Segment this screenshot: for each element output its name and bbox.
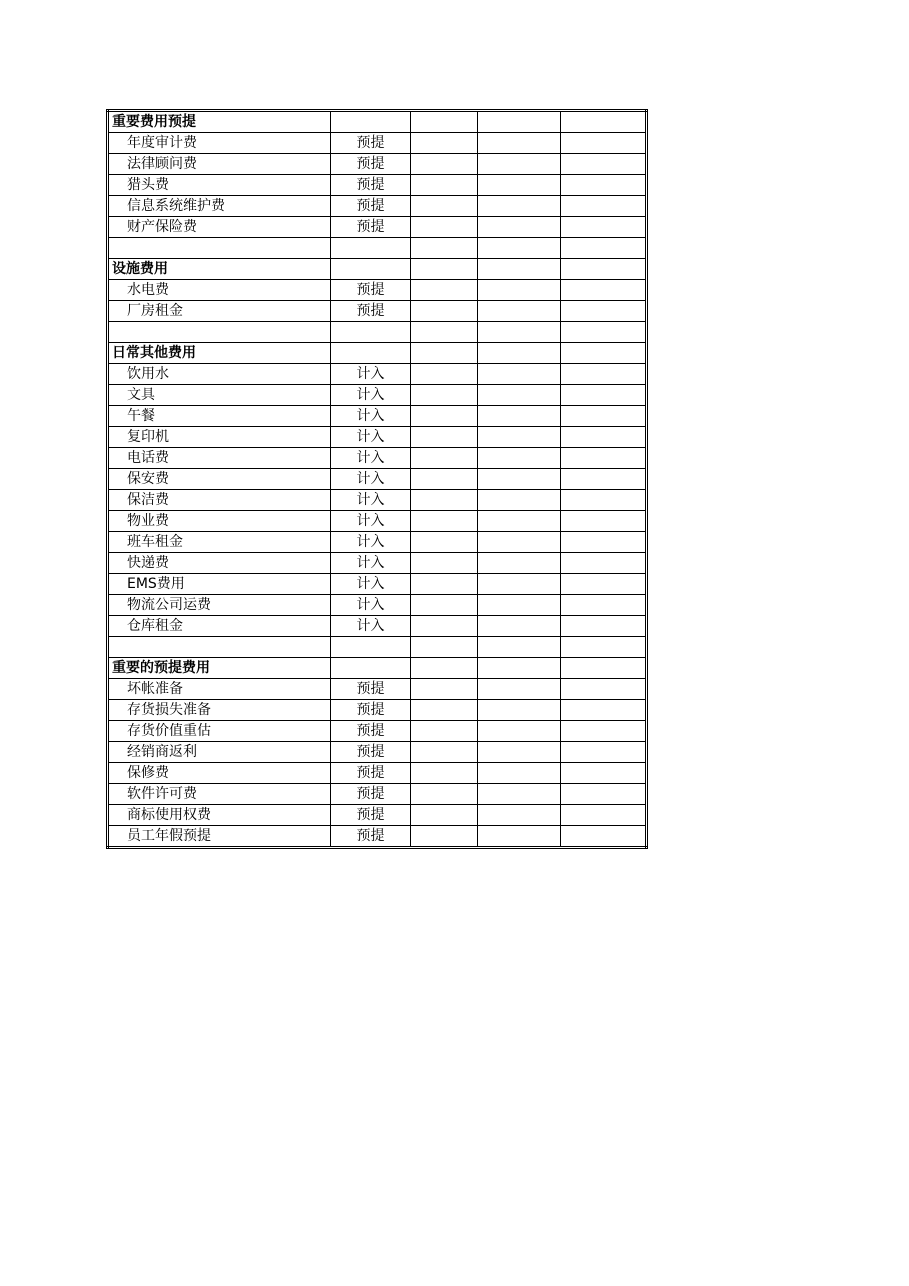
empty-cell[interactable] bbox=[411, 805, 478, 826]
empty-cell[interactable] bbox=[411, 658, 478, 679]
expense-name-cell[interactable]: 复印机 bbox=[108, 427, 331, 448]
accrual-method-cell[interactable]: 计入 bbox=[331, 511, 411, 532]
empty-cell[interactable] bbox=[331, 238, 411, 259]
table-row bbox=[108, 700, 647, 721]
empty-cell[interactable] bbox=[411, 784, 478, 805]
empty-cell[interactable] bbox=[411, 175, 478, 196]
empty-cell[interactable] bbox=[561, 658, 647, 679]
empty-cell[interactable] bbox=[478, 469, 561, 490]
empty-cell[interactable] bbox=[561, 217, 647, 238]
empty-cell[interactable] bbox=[411, 679, 478, 700]
empty-cell[interactable] bbox=[411, 364, 478, 385]
empty-cell[interactable] bbox=[478, 616, 561, 637]
expense-name-cell[interactable]: 坏帐准备 bbox=[108, 679, 331, 700]
accrual-method-cell[interactable]: 预提 bbox=[331, 742, 411, 763]
empty-cell[interactable] bbox=[478, 700, 561, 721]
accrual-method-cell[interactable]: 预提 bbox=[331, 700, 411, 721]
expense-name-cell[interactable]: 法律顾问费 bbox=[108, 154, 331, 175]
expense-name-cell[interactable]: 水电费 bbox=[108, 280, 331, 301]
empty-cell[interactable] bbox=[478, 406, 561, 427]
empty-cell[interactable] bbox=[478, 217, 561, 238]
empty-cell[interactable] bbox=[411, 469, 478, 490]
expense-name-cell[interactable]: 厂房租金 bbox=[108, 301, 331, 322]
empty-cell[interactable] bbox=[478, 301, 561, 322]
empty-cell[interactable] bbox=[478, 364, 561, 385]
empty-cell[interactable] bbox=[561, 511, 647, 532]
empty-cell[interactable] bbox=[561, 175, 647, 196]
accrual-method-cell[interactable]: 计入 bbox=[331, 490, 411, 511]
empty-cell[interactable] bbox=[561, 679, 647, 700]
empty-cell[interactable] bbox=[411, 490, 478, 511]
empty-cell[interactable] bbox=[411, 217, 478, 238]
empty-cell[interactable] bbox=[478, 154, 561, 175]
empty-cell[interactable] bbox=[411, 196, 478, 217]
expense-name-cell[interactable]: 物业费 bbox=[108, 511, 331, 532]
empty-cell[interactable] bbox=[561, 616, 647, 637]
empty-cell[interactable] bbox=[331, 637, 411, 658]
expense-name-cell[interactable]: 软件许可费 bbox=[108, 784, 331, 805]
empty-cell[interactable] bbox=[108, 637, 331, 658]
expense-name-cell[interactable]: 信息系统维护费 bbox=[108, 196, 331, 217]
accrual-method-cell[interactable]: 计入 bbox=[331, 385, 411, 406]
empty-cell[interactable] bbox=[478, 175, 561, 196]
accrual-method-cell[interactable]: 预提 bbox=[331, 301, 411, 322]
accrual-method-cell[interactable]: 计入 bbox=[331, 364, 411, 385]
expense-name-cell[interactable]: EMS费用 bbox=[108, 574, 331, 595]
empty-cell[interactable] bbox=[561, 448, 647, 469]
empty-cell[interactable] bbox=[411, 133, 478, 154]
empty-cell[interactable] bbox=[561, 322, 647, 343]
accrual-method-cell[interactable]: 预提 bbox=[331, 175, 411, 196]
accrual-method-cell[interactable]: 预提 bbox=[331, 784, 411, 805]
blank-row bbox=[108, 322, 647, 343]
empty-cell[interactable] bbox=[561, 259, 647, 280]
accrual-method-cell[interactable]: 预提 bbox=[331, 280, 411, 301]
table-row bbox=[108, 805, 647, 826]
empty-cell[interactable] bbox=[331, 658, 411, 679]
empty-cell[interactable] bbox=[478, 385, 561, 406]
table-row bbox=[108, 616, 647, 637]
empty-cell[interactable] bbox=[478, 763, 561, 784]
accrual-method-cell[interactable]: 计入 bbox=[331, 574, 411, 595]
section-header-row bbox=[108, 259, 647, 280]
empty-cell[interactable] bbox=[561, 280, 647, 301]
accrual-method-cell[interactable]: 计入 bbox=[331, 469, 411, 490]
table-row bbox=[108, 595, 647, 616]
blank-row bbox=[108, 637, 647, 658]
accrual-method-cell[interactable]: 计入 bbox=[331, 553, 411, 574]
expense-name-cell[interactable]: 班车租金 bbox=[108, 532, 331, 553]
accrual-method-cell[interactable]: 计入 bbox=[331, 427, 411, 448]
empty-cell[interactable] bbox=[411, 637, 478, 658]
empty-cell[interactable] bbox=[108, 322, 331, 343]
empty-cell[interactable] bbox=[411, 826, 478, 848]
empty-cell[interactable] bbox=[411, 238, 478, 259]
empty-cell[interactable] bbox=[478, 196, 561, 217]
accrual-method-cell[interactable]: 预提 bbox=[331, 721, 411, 742]
empty-cell[interactable] bbox=[561, 133, 647, 154]
blank-row bbox=[108, 238, 647, 259]
empty-cell[interactable] bbox=[478, 721, 561, 742]
empty-cell[interactable] bbox=[561, 196, 647, 217]
table-row bbox=[108, 406, 647, 427]
empty-cell[interactable] bbox=[561, 700, 647, 721]
empty-cell[interactable] bbox=[411, 511, 478, 532]
empty-cell[interactable] bbox=[331, 322, 411, 343]
empty-cell[interactable] bbox=[478, 343, 561, 364]
empty-cell[interactable] bbox=[478, 805, 561, 826]
table-row bbox=[108, 469, 647, 490]
empty-cell[interactable] bbox=[411, 763, 478, 784]
empty-cell[interactable] bbox=[561, 574, 647, 595]
empty-cell[interactable] bbox=[478, 532, 561, 553]
table-row bbox=[108, 511, 647, 532]
empty-cell[interactable] bbox=[411, 280, 478, 301]
table-row bbox=[108, 280, 647, 301]
empty-cell[interactable] bbox=[411, 616, 478, 637]
empty-cell[interactable] bbox=[411, 427, 478, 448]
empty-cell[interactable] bbox=[478, 595, 561, 616]
empty-cell[interactable] bbox=[561, 469, 647, 490]
empty-cell[interactable] bbox=[561, 784, 647, 805]
empty-cell[interactable] bbox=[108, 238, 331, 259]
section-title[interactable]: 重要的预提费用 bbox=[108, 658, 331, 679]
sheet-body bbox=[108, 111, 647, 848]
expense-name-cell[interactable]: 保洁费 bbox=[108, 490, 331, 511]
expense-name-cell[interactable]: 仓库租金 bbox=[108, 616, 331, 637]
table-row bbox=[108, 721, 647, 742]
empty-cell[interactable] bbox=[478, 679, 561, 700]
empty-cell[interactable] bbox=[561, 553, 647, 574]
empty-cell[interactable] bbox=[561, 111, 647, 133]
empty-cell[interactable] bbox=[478, 280, 561, 301]
empty-cell[interactable] bbox=[411, 343, 478, 364]
empty-cell[interactable] bbox=[478, 238, 561, 259]
accrual-method-cell[interactable]: 预提 bbox=[331, 826, 411, 848]
empty-cell[interactable] bbox=[411, 301, 478, 322]
accrual-method-cell[interactable]: 计入 bbox=[331, 595, 411, 616]
table-row bbox=[108, 490, 647, 511]
accrual-method-cell[interactable]: 预提 bbox=[331, 805, 411, 826]
empty-cell[interactable] bbox=[561, 427, 647, 448]
accrual-method-cell[interactable]: 预提 bbox=[331, 196, 411, 217]
section-title[interactable]: 日常其他费用 bbox=[108, 343, 331, 364]
empty-cell[interactable] bbox=[411, 111, 478, 133]
table-row bbox=[108, 196, 647, 217]
table-row bbox=[108, 427, 647, 448]
expense-name-cell[interactable]: 员工年假预提 bbox=[108, 826, 331, 848]
empty-cell[interactable] bbox=[561, 721, 647, 742]
empty-cell[interactable] bbox=[478, 553, 561, 574]
empty-cell[interactable] bbox=[478, 133, 561, 154]
expense-name-cell[interactable]: 文具 bbox=[108, 385, 331, 406]
empty-cell[interactable] bbox=[411, 448, 478, 469]
empty-cell[interactable] bbox=[561, 595, 647, 616]
expense-name-cell[interactable]: 年度审计费 bbox=[108, 133, 331, 154]
expense-name-cell[interactable]: 财产保险费 bbox=[108, 217, 331, 238]
empty-cell[interactable] bbox=[478, 574, 561, 595]
empty-cell[interactable] bbox=[411, 322, 478, 343]
expense-name-cell[interactable]: 存货价值重估 bbox=[108, 721, 331, 742]
empty-cell[interactable] bbox=[478, 259, 561, 280]
empty-cell[interactable] bbox=[561, 364, 647, 385]
empty-cell[interactable] bbox=[411, 742, 478, 763]
empty-cell[interactable] bbox=[411, 595, 478, 616]
accrual-method-cell[interactable]: 预提 bbox=[331, 679, 411, 700]
empty-cell[interactable] bbox=[561, 826, 647, 848]
expense-name-cell[interactable]: 饮用水 bbox=[108, 364, 331, 385]
expense-name-cell[interactable]: 快递费 bbox=[108, 553, 331, 574]
table-row bbox=[108, 175, 647, 196]
empty-cell[interactable] bbox=[331, 259, 411, 280]
empty-cell[interactable] bbox=[478, 784, 561, 805]
table-row bbox=[108, 364, 647, 385]
empty-cell[interactable] bbox=[561, 154, 647, 175]
table-row bbox=[108, 742, 647, 763]
accrual-method-cell[interactable]: 计入 bbox=[331, 406, 411, 427]
empty-cell[interactable] bbox=[561, 532, 647, 553]
empty-cell[interactable] bbox=[411, 385, 478, 406]
empty-cell[interactable] bbox=[561, 406, 647, 427]
accrual-method-cell[interactable]: 计入 bbox=[331, 616, 411, 637]
accrual-method-cell[interactable]: 预提 bbox=[331, 154, 411, 175]
accrual-method-cell[interactable]: 预提 bbox=[331, 133, 411, 154]
empty-cell[interactable] bbox=[411, 553, 478, 574]
empty-cell[interactable] bbox=[478, 742, 561, 763]
table-row bbox=[108, 301, 647, 322]
expense-name-cell[interactable]: 经销商返利 bbox=[108, 742, 331, 763]
empty-cell[interactable] bbox=[478, 448, 561, 469]
expense-name-cell[interactable]: 保修费 bbox=[108, 763, 331, 784]
table-row bbox=[108, 154, 647, 175]
section-header-row bbox=[108, 111, 647, 133]
empty-cell[interactable] bbox=[478, 826, 561, 848]
table-row bbox=[108, 784, 647, 805]
table-row bbox=[108, 217, 647, 238]
table-row bbox=[108, 553, 647, 574]
accrual-method-cell[interactable]: 计入 bbox=[331, 532, 411, 553]
expense-name-cell[interactable]: 猎头费 bbox=[108, 175, 331, 196]
section-header-row bbox=[108, 343, 647, 364]
expense-name-cell[interactable]: 物流公司运费 bbox=[108, 595, 331, 616]
empty-cell[interactable] bbox=[411, 574, 478, 595]
empty-cell[interactable] bbox=[561, 637, 647, 658]
accrual-method-cell[interactable]: 预提 bbox=[331, 217, 411, 238]
table-row bbox=[108, 763, 647, 784]
table-row bbox=[108, 574, 647, 595]
table-row bbox=[108, 826, 647, 848]
section-title[interactable]: 设施费用 bbox=[108, 259, 331, 280]
empty-cell[interactable] bbox=[478, 637, 561, 658]
empty-cell[interactable] bbox=[411, 154, 478, 175]
empty-cell[interactable] bbox=[561, 742, 647, 763]
empty-cell[interactable] bbox=[561, 301, 647, 322]
empty-cell[interactable] bbox=[478, 490, 561, 511]
empty-cell[interactable] bbox=[331, 343, 411, 364]
section-title[interactable]: 重要费用预提 bbox=[108, 111, 331, 133]
accrual-method-cell[interactable]: 计入 bbox=[331, 448, 411, 469]
empty-cell[interactable] bbox=[411, 532, 478, 553]
expense-name-cell[interactable]: 电话费 bbox=[108, 448, 331, 469]
empty-cell[interactable] bbox=[478, 322, 561, 343]
empty-cell[interactable] bbox=[561, 238, 647, 259]
empty-cell[interactable] bbox=[411, 259, 478, 280]
empty-cell[interactable] bbox=[411, 700, 478, 721]
table-row bbox=[108, 448, 647, 469]
empty-cell[interactable] bbox=[561, 763, 647, 784]
accrual-method-cell[interactable]: 预提 bbox=[331, 763, 411, 784]
empty-cell[interactable] bbox=[561, 385, 647, 406]
expense-name-cell[interactable]: 保安费 bbox=[108, 469, 331, 490]
table-row bbox=[108, 532, 647, 553]
empty-cell[interactable] bbox=[331, 111, 411, 133]
table-row bbox=[108, 133, 647, 154]
empty-cell[interactable] bbox=[478, 427, 561, 448]
table-row bbox=[108, 679, 647, 700]
section-header-row bbox=[108, 658, 647, 679]
empty-cell[interactable] bbox=[478, 658, 561, 679]
empty-cell[interactable] bbox=[561, 343, 647, 364]
expense-name-cell[interactable]: 午餐 bbox=[108, 406, 331, 427]
table-row bbox=[108, 385, 647, 406]
expense-sheet bbox=[106, 109, 648, 849]
empty-cell[interactable] bbox=[411, 406, 478, 427]
empty-cell[interactable] bbox=[561, 490, 647, 511]
expense-name-cell[interactable]: 存货损失准备 bbox=[108, 700, 331, 721]
empty-cell[interactable] bbox=[411, 721, 478, 742]
expense-name-cell[interactable]: 商标使用权费 bbox=[108, 805, 331, 826]
empty-cell[interactable] bbox=[561, 805, 647, 826]
empty-cell[interactable] bbox=[478, 111, 561, 133]
empty-cell[interactable] bbox=[478, 511, 561, 532]
